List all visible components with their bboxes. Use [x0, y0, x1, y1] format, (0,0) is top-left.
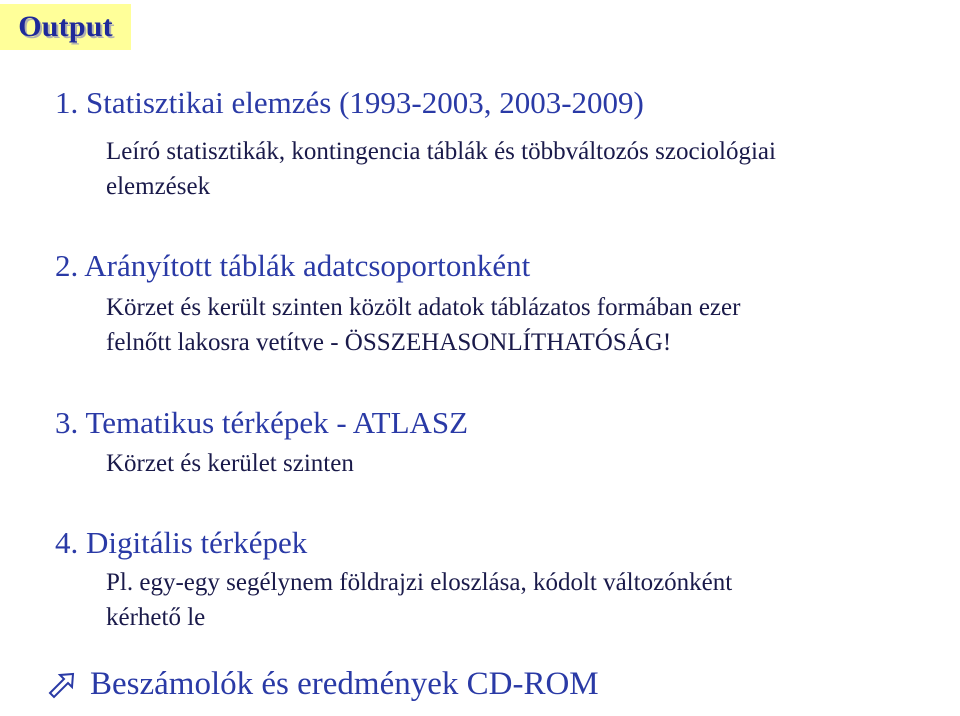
- section-4-line-1: Pl. egy-egy segélynem földrajzi eloszlása, kódolt változónként: [106, 569, 733, 596]
- section-4-heading: 4. Digitális térképek: [55, 525, 308, 560]
- slide-title-box: [0, 4, 131, 50]
- section-3-line-1: Körzet és kerület szinten: [106, 450, 354, 477]
- footer-line: [46, 666, 599, 703]
- section-3-heading: 3. Tematikus térképek - ATLASZ: [55, 405, 469, 440]
- section-2-heading: 2. Arányított táblák adatcsoportonként: [55, 248, 531, 283]
- section-1-line-1: Leíró statisztikák, kontingencia táblák és többváltozós szociológiai: [106, 138, 776, 165]
- footer-text: Beszámolók és eredmények CD-ROM: [90, 666, 599, 702]
- slide-title: Output: [18, 10, 113, 43]
- section-1-line-2: elemzések: [106, 173, 211, 200]
- section-4-line-2: kérhető le: [106, 604, 206, 631]
- section-1-heading: 1. Statisztikai elemzés (1993-2003, 2003-2009): [55, 85, 644, 120]
- section-2-line-1: Körzet és került szinten közölt adatok táblázatos formában ezer: [106, 294, 741, 321]
- hollow-right-arrow-icon: [46, 669, 78, 701]
- section-2-line-2: felnőtt lakosra vetítve - ÖSSZEHASONLÍTHATÓSÁG!: [106, 329, 672, 356]
